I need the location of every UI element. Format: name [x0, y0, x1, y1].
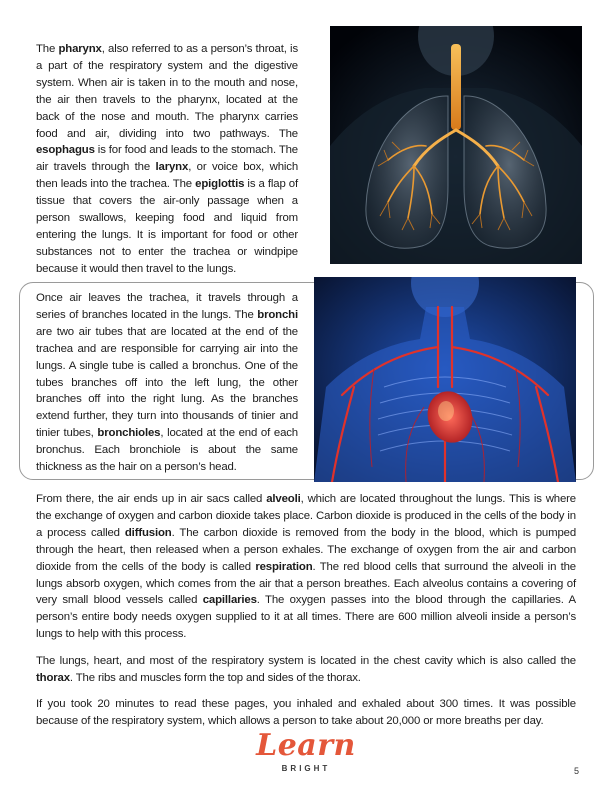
- logo-word: Learn: [256, 728, 356, 763]
- lungs-svg: [330, 26, 582, 264]
- bold-term: bronchi: [257, 308, 298, 321]
- bold-term: larynx: [155, 161, 189, 174]
- paragraph-bronchi: Once air leaves the trachea, it travels through a series of branches located in the lungs. The bronchi are two air tubes that are located at the end of the trachea and are responsible for carrying air into the lungs. A single tube is called a bronchus. One of the tubes branches off into the left lung, the other branches off into the right lung. As the branches extend further, they turn into thousands of tinier and tinier tubes, bronchioles, located at the end of each bronchus. Each bronchiole is about the same thickness as the hair on a person’s head.: [36, 292, 298, 474]
- page-number: 5: [574, 766, 580, 776]
- paragraph-breaths: If you took 20 minutes to read these pages, you inhaled and exhaled about 300 times. It was possible because of the respiratory system, which allows a person to take about 20,000 or more breaths per day.: [36, 698, 576, 727]
- bold-term: esophagus: [36, 144, 95, 157]
- bold-term: epiglottis: [195, 178, 245, 191]
- bold-term: diffusion: [124, 526, 172, 539]
- bold-term: pharynx: [58, 43, 102, 55]
- bold-term: bronchioles: [97, 427, 161, 440]
- paragraph-thorax: The lungs, heart, and most of the respiratory system is located in the chest cavity which is also called the thorax. The ribs and muscles form the top and sides of the thorax.: [36, 655, 576, 684]
- paragraph-pharynx: The pharynx, also referred to as a person’s throat, is a part of the respiratory system and the digestive system. When air is taken in to the mouth and nose, the air then travels to the pharynx, located at the back of the nose and mouth. The pharynx carries food and air, dividing into two pathways. The esophagus is for food and leads to the stomach. The air travels through the larynx, or voice box, which then leads into the trachea. The epiglottis is a flap of tissue that covers the air-only passage when a person swallows, keeping food and liquid from entering the lungs. It is important for food or other substances not to enter the trachea or windpipe because it would then travel to the lungs.: [36, 43, 299, 275]
- logo-subtitle: BRIGHT: [281, 764, 331, 773]
- bold-term: thorax: [36, 671, 70, 684]
- body-svg: [314, 277, 576, 482]
- bold-term: respiration: [255, 560, 313, 573]
- paragraph-alveoli: From there, the air ends up in air sacs called alveoli, which are located throughout the lungs. This is where the exchange of oxygen and carbon dioxide takes place. Carbon dioxide is produced in the cells of the body in a process called diffusion. The carbon dioxide is removed from the body in the blood, which is pumped through the heart, then released when a person exhales. The exchange of oxygen from the air and carbon dioxide from the cells of the body is called respiration. The red blood cells that surround the alveoli in the lungs absorb oxygen, which comes from the air that a person breathes. Each alveolus contains a covering of very small blood vessels called capillaries. The oxygen passes into the blood through the capillaries. A person’s entire body needs oxygen supplied to it at all times. There are 600 million alveoli inside a person’s lungs to help with this process.: [36, 493, 576, 641]
- learn-bright-logo: [246, 730, 366, 780]
- body-illustration: [314, 277, 576, 482]
- bold-term: alveoli: [266, 493, 301, 505]
- bold-term: capillaries: [202, 594, 257, 607]
- lungs-illustration: [330, 26, 582, 264]
